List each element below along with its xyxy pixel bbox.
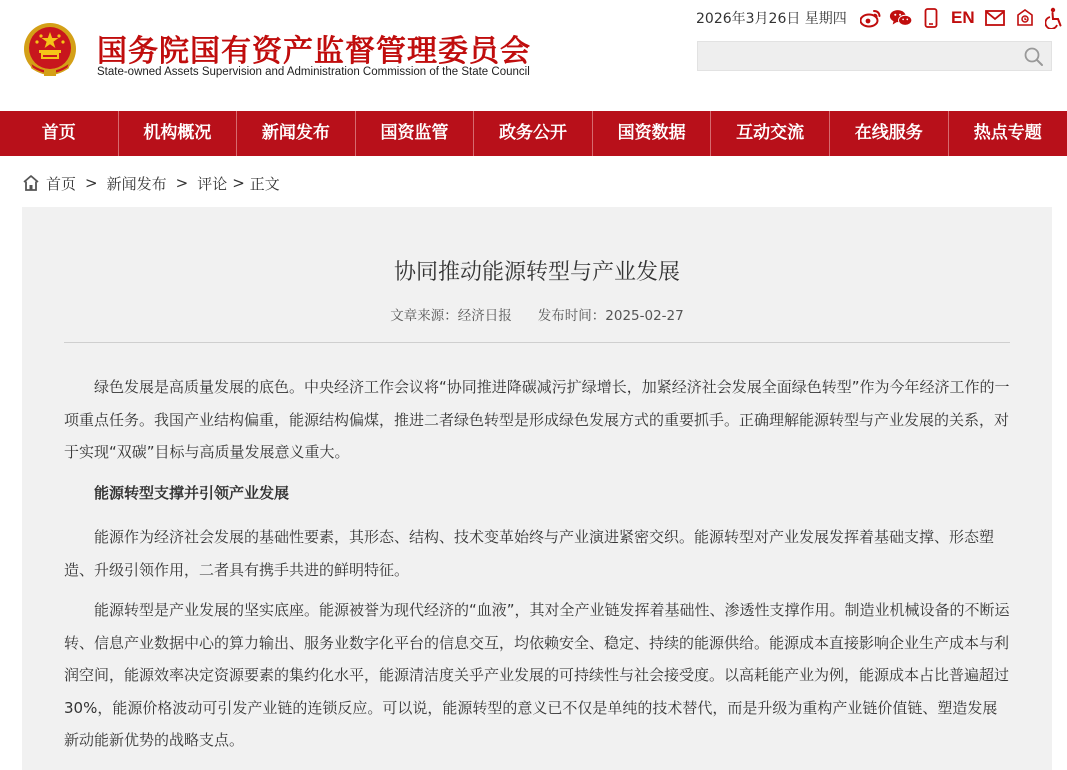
site-header [0,0,1067,111]
site-title-en: State-owned Assets Supervision and Administration Commission of the State Council [97,66,530,78]
breadcrumb-separator: > [85,174,98,192]
article-paragraph: 能源转型是产业发展的坚实底座。能源被誉为现代经济的“血液”，其对全产业链发挥着基础性、渗透性支撑作用。制造业机械设备的不断运转、信息产业数据中心的算力输出、服务业数字化平台的信息交互，均依赖安全、稳定、持续的能源供给。能源成本直接影响企业生产成本与利润空间，能源效率决定资源要素的集约化水平，能源清洁度关乎产业发展的可持续性与社会接受度。以高耗能产业为例，能源成本占比普遍超过30%，能源价格波动可引发产业链的连锁反应。可以说，能源转型的意义已不仅是单纯的技术替代，而是升级为重构产业链价值链、塑造发展新动能新优势的战略支点。 [64,601,1010,749]
article-title: 协同推动能源转型与产业发展 [393,260,680,285]
nav-item-hot-topics[interactable]: 热点专题 [973,123,1042,143]
article-publish-time: 发布时间：2025-02-27 [537,308,684,324]
nav-item-data[interactable]: 国资数据 [593,111,712,156]
mail-icon[interactable] [983,6,1007,30]
breadcrumb [22,172,280,194]
main-navigation [0,111,1067,156]
nav-item-home[interactable]: 首页 [0,111,119,156]
site-title-cn[interactable]: 国务院国有资产监督管理委员会 [97,34,531,69]
wechat-icon[interactable] [889,6,913,30]
article-container [22,207,1052,770]
nav-item-news[interactable]: 新闻发布 [237,111,356,156]
article-body [64,371,1010,765]
home-icon[interactable] [22,174,40,192]
title-divider [64,342,1010,343]
article-meta [22,304,1052,324]
nav-item-supervision[interactable]: 国资监管 [356,111,475,156]
nav-item-organization[interactable]: 机构概况 [119,111,238,156]
top-utility-bar [696,5,1067,31]
article-paragraph: 绿色发展是高质量发展的底色。中央经济工作会议将“协同推进降碳减污扩绿增长，加紧经济社会发展全面绿色转型”作为今年经济工作的一项重点任务。我国产业结构偏重，能源结构偏煤，推进二者绿色转型是形成绿色发展方式的重要抓手。正确理解能源转型与产业发展的关系，对于实现“双碳”目标与高质量发展意义重大。 [64,378,1010,461]
weibo-icon[interactable] [859,6,883,30]
breadcrumb-news[interactable]: 新闻发布 [106,174,167,193]
feedback-icon[interactable] [1013,6,1037,30]
search-box [697,41,1052,71]
search-input[interactable] [698,42,1018,70]
breadcrumb-separator: > [232,174,245,192]
article-paragraph: 能源作为经济社会发展的基础性要素，其形态、结构、技术变革始终与产业演进紧密交织。能源转型对产业发展发挥着基础支撑、形态塑造、升级引领作用，二者具有携手共进的鲜明特征。 [64,528,995,579]
mobile-icon[interactable] [919,6,943,30]
article-source: 文章来源：经济日报 [390,308,512,324]
current-date: 2026年3月26日 星期四 [696,11,847,27]
breadcrumb-separator: > [175,174,189,192]
breadcrumb-current: 正文 [249,174,280,193]
breadcrumb-comment[interactable]: 评论 [197,174,228,193]
national-emblem-icon[interactable] [22,22,78,80]
nav-item-government-affairs[interactable]: 政务公开 [474,111,593,156]
article-subheading: 能源转型支撑并引领产业发展 [94,483,290,502]
english-version-link[interactable]: EN [951,8,975,27]
nav-item-online-services[interactable]: 在线服务 [830,111,949,156]
breadcrumb-home[interactable]: 首页 [46,174,77,193]
search-icon[interactable] [1023,46,1045,68]
accessibility-icon[interactable] [1043,6,1067,30]
nav-item-interaction[interactable]: 互动交流 [711,111,830,156]
